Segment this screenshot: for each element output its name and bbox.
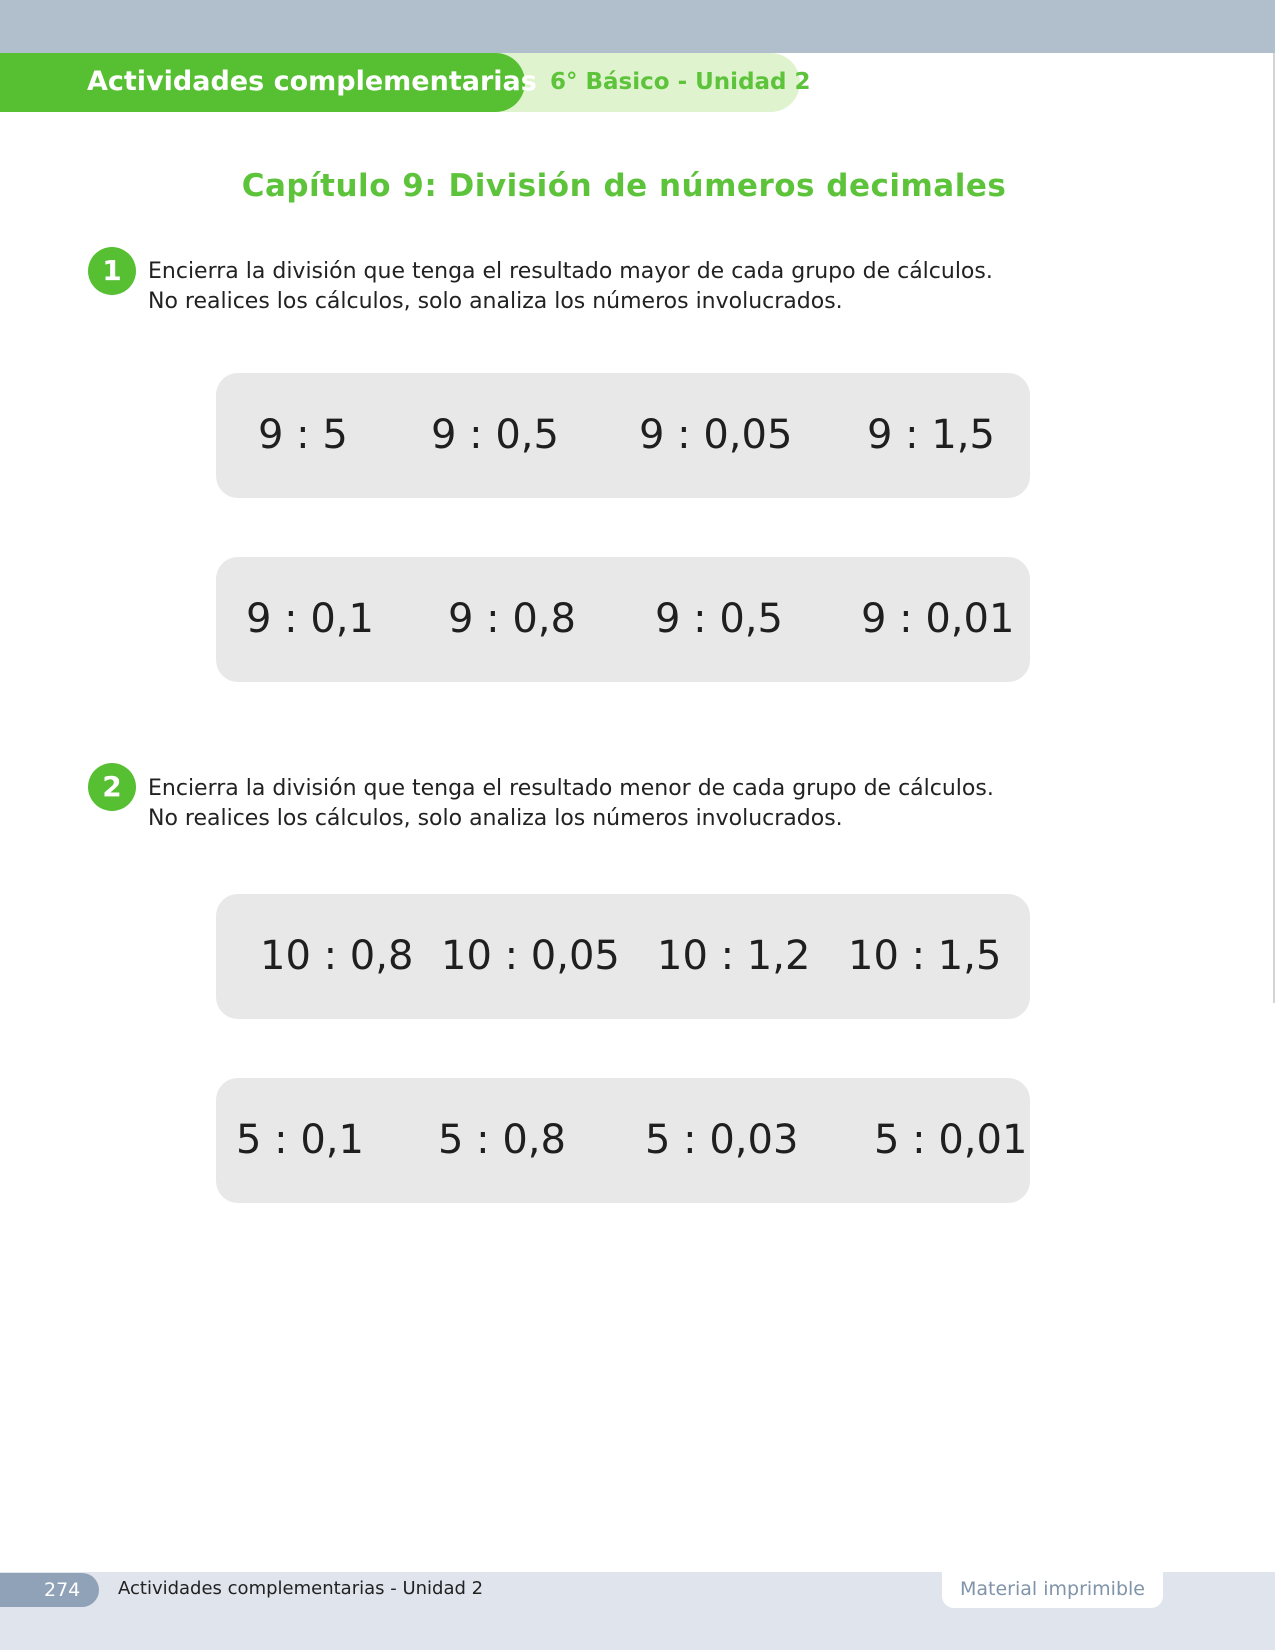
division-expression[interactable]: 10 : 1,2 [657, 933, 811, 979]
division-expression[interactable]: 9 : 0,05 [639, 412, 793, 458]
calculation-group [216, 373, 1030, 498]
chapter-title: Capítulo 9: División de números decimales [241, 168, 1007, 204]
division-expression[interactable]: 9 : 0,01 [861, 596, 1015, 642]
section-tab [0, 53, 537, 112]
division-expression[interactable]: 9 : 0,5 [655, 596, 783, 642]
division-expression[interactable]: 9 : 0,8 [448, 596, 576, 642]
division-expression[interactable]: 9 : 0,1 [246, 596, 374, 642]
instruction-line: No realices los cálculos, solo analiza los números involucrados. [148, 806, 843, 831]
division-expression[interactable]: 9 : 1,5 [867, 412, 995, 458]
grade-unit-label: 6° Básico - Unidad 2 [550, 69, 811, 95]
division-expression[interactable]: 5 : 0,8 [438, 1117, 566, 1163]
division-expression[interactable]: 10 : 1,5 [848, 933, 1002, 979]
calculation-group [216, 1078, 1030, 1203]
question-instructions [148, 774, 994, 834]
division-expression[interactable]: 9 : 0,5 [431, 412, 559, 458]
question-instructions [148, 257, 993, 317]
calculation-group [216, 557, 1030, 682]
division-expression[interactable]: 10 : 0,05 [441, 933, 620, 979]
section-title: Actividades complementarias [87, 66, 537, 97]
question-number-badge: 1 [88, 247, 136, 295]
calculation-group [216, 894, 1030, 1019]
footer-text: Actividades complementarias - Unidad 2 [118, 1578, 484, 1599]
printable-material-tab: Material imprimible [942, 1572, 1163, 1608]
page-number: 274 [0, 1573, 99, 1607]
division-expression[interactable]: 5 : 0,1 [236, 1117, 364, 1163]
division-expression[interactable]: 10 : 0,8 [260, 933, 414, 979]
instruction-line: No realices los cálculos, solo analiza los números involucrados. [148, 289, 843, 314]
division-expression[interactable]: 5 : 0,01 [874, 1117, 1028, 1163]
instruction-line: Encierra la división que tenga el resultado menor de cada grupo de cálculos. [148, 776, 994, 801]
question-number-badge: 2 [88, 763, 136, 811]
top-band [0, 0, 1275, 53]
instruction-line: Encierra la división que tenga el resultado mayor de cada grupo de cálculos. [148, 259, 993, 284]
division-expression[interactable]: 9 : 5 [258, 412, 348, 458]
division-expression[interactable]: 5 : 0,03 [645, 1117, 799, 1163]
